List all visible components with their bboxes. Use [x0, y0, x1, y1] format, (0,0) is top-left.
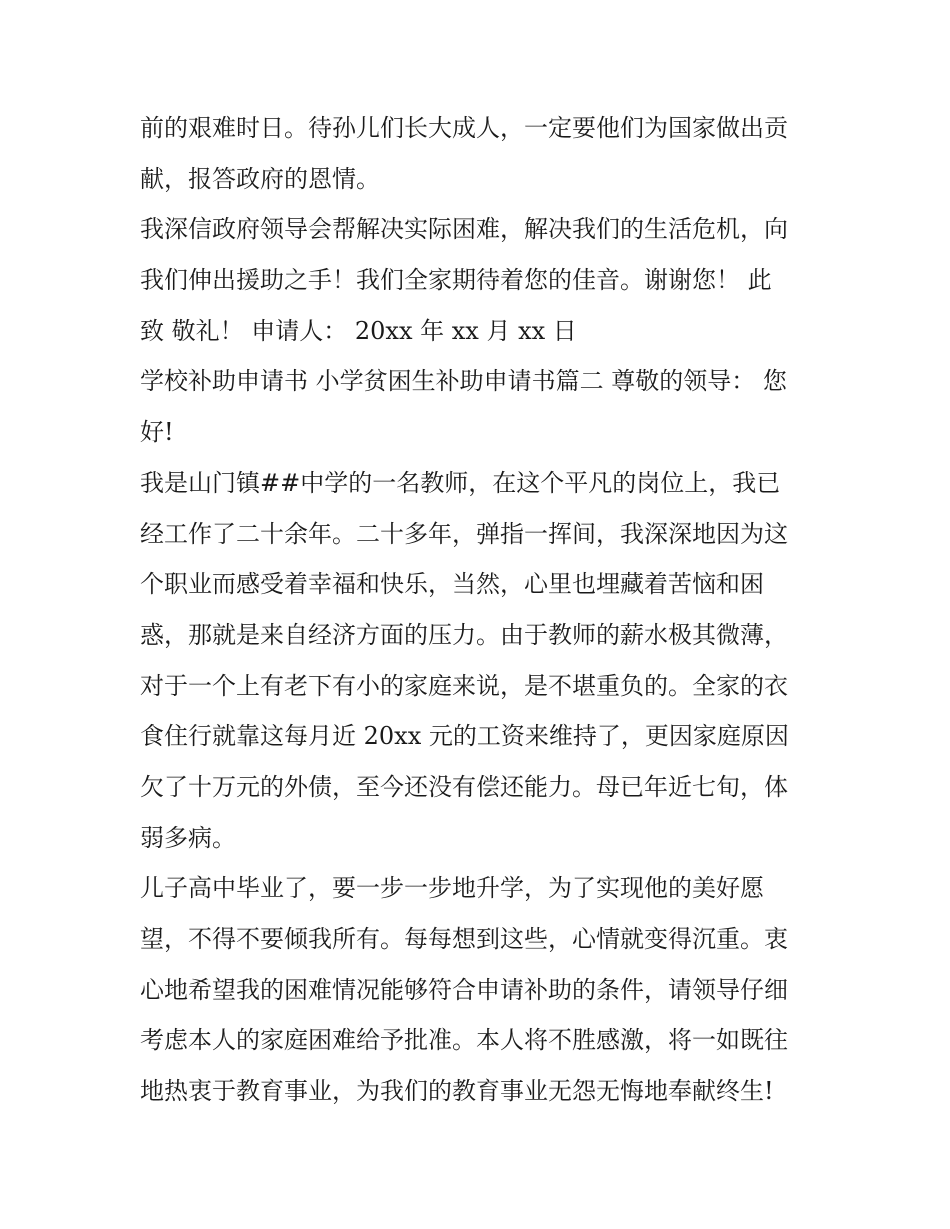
body-line: 惑，那就是来自经济方面的压力。由于教师的薪水极其微薄， [140, 620, 788, 649]
body-line: 献，报答政府的恩情。 [140, 164, 380, 193]
body-line: 对于一个上有老下有小的家庭来说，是不堪重负的。全家的衣 [140, 671, 788, 700]
document-body [140, 103, 812, 1117]
body-line: 儿子高中毕业了，要一步一步地升学，为了实现他的美好愿 [140, 874, 764, 903]
body-line: 欠了十万元的外债，至今还没有偿还能力。母已年近七旬，体 [140, 772, 788, 801]
body-line: 望，不得不要倾我所有。每每想到这些，心情就变得沉重。衷 [140, 925, 788, 953]
body-line: 心地希望我的困难情况能够符合申请补助的条件，请领导仔细 [140, 975, 788, 1004]
body-line: 我们伸出援助之手！我们全家期待着您的佳音。谢谢您！ 此 [140, 266, 772, 295]
body-line: 学校补助申请书 小学贫困生补助申请书篇二 尊敬的领导： 您 [140, 367, 787, 396]
body-line: 弱多病。 [140, 823, 236, 852]
body-line: 地热衷于教育事业，为我们的教育事业无怨无悔地奉献终生! [140, 1077, 774, 1106]
body-line: 致 敬礼！ 申请人： 20xx 年 xx 月 xx 日 [140, 316, 577, 345]
body-line: 好! [140, 418, 174, 447]
body-line: 前的艰难时日。待孙儿们长大成人，一定要他们为国家做出贡 [140, 114, 788, 142]
body-line: 我是山门镇##中学的一名教师，在这个平凡的岗位上，我已 [140, 468, 781, 497]
body-line: 我深信政府领导会帮解决实际困难，解决我们的生活危机，向 [140, 215, 788, 244]
body-line: 个职业而感受着幸福和快乐，当然，心里也埋藏着苦恼和困 [140, 570, 764, 599]
body-line: 考虑本人的家庭困难给予批准。本人将不胜感激，将一如既往 [140, 1026, 788, 1055]
body-line: 食住行就靠这每月近 20xx 元的工资来维持了，更因家庭原因 [140, 722, 789, 751]
body-line: 经工作了二十余年。二十多年，弹指一挥间，我深深地因为这 [140, 519, 788, 548]
